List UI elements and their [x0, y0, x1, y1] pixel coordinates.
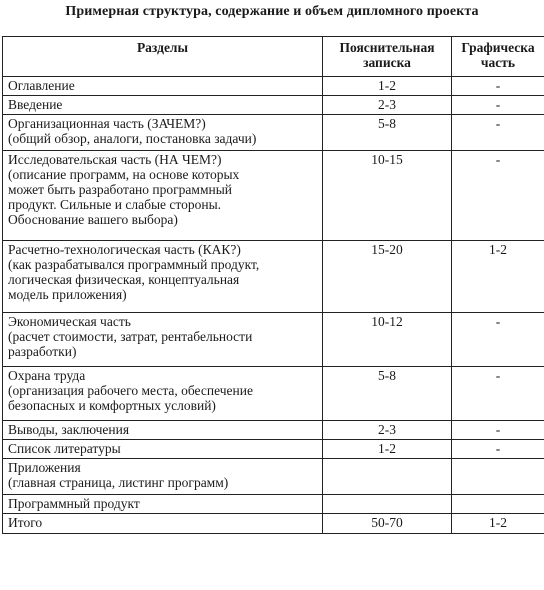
- section-cell: [3, 440, 323, 459]
- section-description-line: (описание программ, на основе которых: [8, 167, 240, 182]
- section-title: Охрана труда: [8, 368, 86, 383]
- graphic-part-pages: [452, 495, 544, 514]
- section-cell: [3, 459, 323, 495]
- table-row: [3, 440, 544, 459]
- graphic-part-pages: -: [452, 440, 544, 459]
- section-description-line: модель приложения): [8, 287, 127, 302]
- section-cell: [3, 241, 323, 313]
- section-title: Расчетно-технологическая часть (КАК?): [8, 242, 241, 257]
- table-row: [3, 514, 544, 534]
- graphic-part-pages: -: [452, 421, 544, 440]
- section-cell: [3, 495, 323, 514]
- graphic-part-pages: -: [452, 96, 544, 115]
- table-row: [3, 421, 544, 440]
- graphic-part-pages: -: [452, 151, 544, 241]
- graphic-part-pages: -: [452, 313, 544, 367]
- section-title: Оглавление: [8, 78, 75, 93]
- document-title: Примерная структура, содержание и объем дипломного проекта: [65, 4, 479, 19]
- graphic-part-pages: [452, 459, 544, 495]
- header-graphic-part: [452, 37, 544, 77]
- explanatory-note-pages: 10-12: [323, 313, 452, 367]
- graphic-part-pages: 1-2: [452, 241, 544, 313]
- table-header-row: [3, 37, 544, 77]
- explanatory-note-pages: 5-8: [323, 115, 452, 151]
- structure-table: [2, 36, 544, 534]
- header-note-line2: записка: [363, 55, 411, 70]
- section-description-line: безопасных и комфортных условий): [8, 398, 216, 413]
- section-title: Организационная часть (ЗАЧЕМ?): [8, 116, 206, 131]
- explanatory-note-pages: 50-70: [323, 514, 452, 534]
- header-graphic-line1: Графическа: [461, 40, 535, 55]
- section-title: Введение: [8, 97, 63, 112]
- table-row: [3, 241, 544, 313]
- explanatory-note-pages: [323, 495, 452, 514]
- explanatory-note-pages: 2-3: [323, 96, 452, 115]
- header-graphic-line2: часть: [480, 55, 516, 70]
- section-cell: [3, 313, 323, 367]
- section-cell: [3, 367, 323, 421]
- explanatory-note-pages: 2-3: [323, 421, 452, 440]
- section-cell: [3, 151, 323, 241]
- table-row: [3, 96, 544, 115]
- section-title: Программный продукт: [8, 496, 140, 511]
- explanatory-note-pages: 15-20: [323, 241, 452, 313]
- section-title: Итого: [8, 515, 43, 530]
- section-description-line: (расчет стоимости, затрат, рентабельности: [8, 329, 253, 344]
- section-title: Исследовательская часть (НА ЧЕМ?): [8, 152, 222, 167]
- section-description-line: (организация рабочего места, обеспечение: [8, 383, 253, 398]
- explanatory-note-pages: 5-8: [323, 367, 452, 421]
- graphic-part-pages: -: [452, 367, 544, 421]
- table-row: [3, 459, 544, 495]
- table-row: [3, 495, 544, 514]
- graphic-part-pages: -: [452, 115, 544, 151]
- graphic-part-pages: 1-2: [452, 514, 544, 534]
- explanatory-note-pages: 10-15: [323, 151, 452, 241]
- header-note-line1: Пояснительная: [339, 40, 435, 55]
- section-cell: [3, 115, 323, 151]
- section-cell: [3, 77, 323, 96]
- section-cell: [3, 96, 323, 115]
- section-title: Экономическая часть: [8, 314, 131, 329]
- section-description-line: разработки): [8, 344, 77, 359]
- explanatory-note-pages: [323, 459, 452, 495]
- section-title: Приложения: [8, 460, 81, 475]
- section-description-line: может быть разработано программный: [8, 182, 233, 197]
- section-title: Список литературы: [8, 441, 121, 456]
- table-row: [3, 151, 544, 241]
- header-sections: [3, 37, 323, 77]
- section-cell: [3, 421, 323, 440]
- table-row: [3, 313, 544, 367]
- section-description-line: (общий обзор, аналоги, постановка задачи): [8, 131, 257, 146]
- section-title: Выводы, заключения: [8, 422, 130, 437]
- explanatory-note-pages: 1-2: [323, 440, 452, 459]
- section-description-line: (главная страница, листинг программ): [8, 475, 229, 490]
- section-description-line: Обоснование вашего выбора): [8, 212, 178, 227]
- table-row: [3, 367, 544, 421]
- section-description-line: (как разрабатывался программный продукт,: [8, 257, 260, 272]
- section-description-line: логическая физическая, концептуальная: [8, 272, 240, 287]
- section-cell: [3, 514, 323, 534]
- table-row: [3, 77, 544, 96]
- header-explanatory-note: [323, 37, 452, 77]
- graphic-part-pages: -: [452, 77, 544, 96]
- header-sections-label: Разделы: [136, 40, 189, 55]
- explanatory-note-pages: 1-2: [323, 77, 452, 96]
- section-description-line: продукт. Сильные и слабые стороны.: [8, 197, 222, 212]
- table-row: [3, 115, 544, 151]
